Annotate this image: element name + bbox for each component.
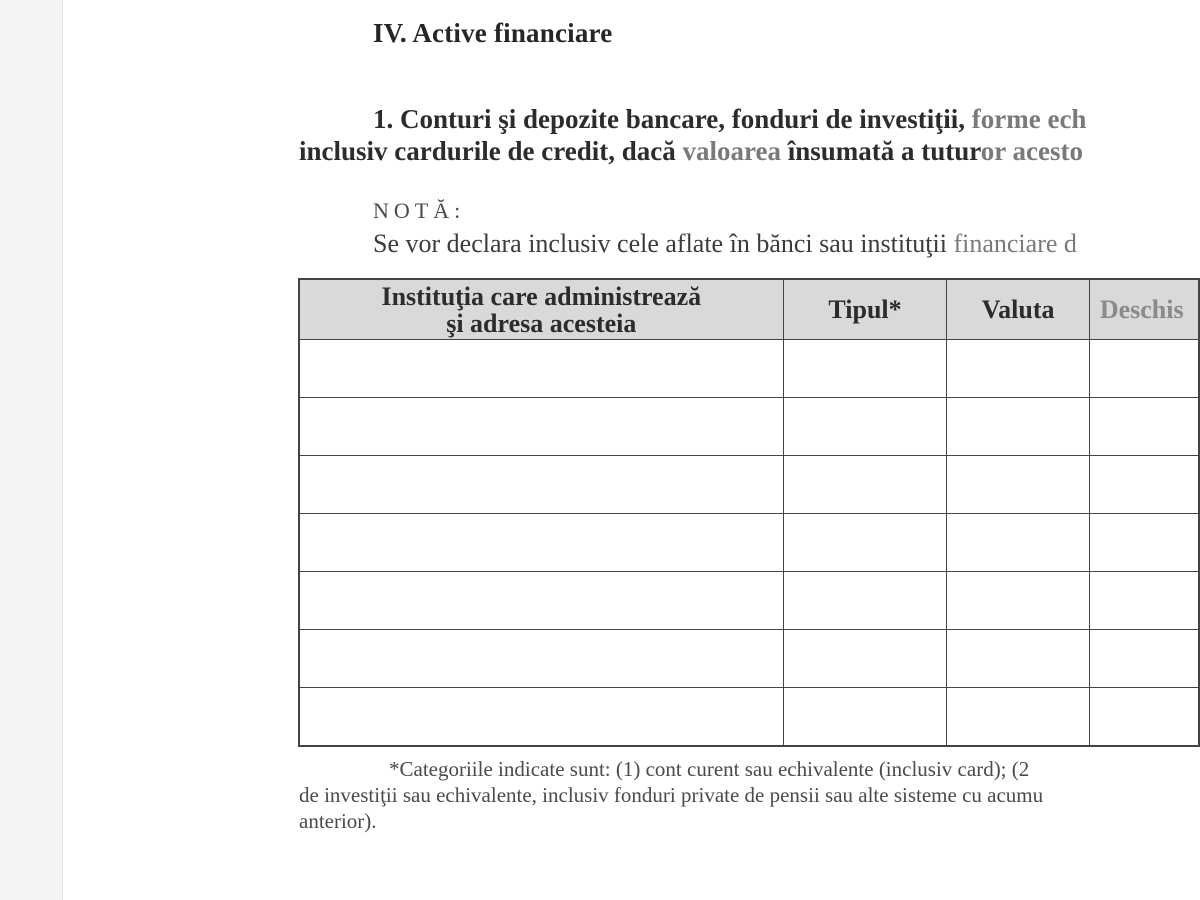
header-type: Tipul* bbox=[783, 279, 947, 340]
note-text: Se vor declara inclusiv cele aflate în bănci sau instituţii financiare d bbox=[373, 229, 1077, 258]
table-cell[interactable] bbox=[947, 398, 1089, 456]
table-cell[interactable] bbox=[947, 340, 1089, 398]
table-row bbox=[299, 456, 1199, 514]
table-cell[interactable] bbox=[947, 630, 1089, 688]
footnote-line-1: *Categoriile indicate sunt: (1) cont curent sau echivalente (inclusiv card); (2 bbox=[389, 757, 1030, 781]
table-cell[interactable] bbox=[299, 630, 783, 688]
table-cell[interactable] bbox=[1089, 630, 1199, 688]
table-cell[interactable] bbox=[783, 514, 947, 572]
table-cell[interactable] bbox=[1089, 688, 1199, 747]
subsection-line-2: inclusiv cardurile de credit, dacă valoarea însumată a tuturor acesto bbox=[299, 136, 1083, 166]
table-cell[interactable] bbox=[783, 572, 947, 630]
table-cell[interactable] bbox=[783, 630, 947, 688]
table-row bbox=[299, 398, 1199, 456]
table-cell[interactable] bbox=[1089, 456, 1199, 514]
table-cell[interactable] bbox=[783, 340, 947, 398]
table-cell[interactable] bbox=[299, 688, 783, 747]
footnote bbox=[299, 756, 1200, 834]
table-cell[interactable] bbox=[947, 456, 1089, 514]
table-cell[interactable] bbox=[947, 514, 1089, 572]
table-cell[interactable] bbox=[299, 456, 783, 514]
table-cell[interactable] bbox=[947, 688, 1089, 747]
subsection-line-1: 1. Conturi şi depozite bancare, fonduri de investiţii, forme ech bbox=[373, 104, 1087, 134]
table-cell[interactable] bbox=[783, 688, 947, 747]
table-row bbox=[299, 514, 1199, 572]
table-cell[interactable] bbox=[783, 456, 947, 514]
section-title: IV. Active financiare bbox=[373, 18, 613, 48]
page-left-margin bbox=[0, 0, 63, 900]
table-cell[interactable] bbox=[299, 340, 783, 398]
table-cell[interactable] bbox=[783, 398, 947, 456]
table-header-row bbox=[299, 279, 1199, 340]
table-row bbox=[299, 340, 1199, 398]
footnote-line-3: anterior). bbox=[299, 809, 377, 833]
table-cell[interactable] bbox=[299, 514, 783, 572]
header-institution: Instituţia care administrează şi adresa acesteia bbox=[299, 279, 783, 340]
subsection-heading bbox=[299, 103, 1200, 167]
table-row bbox=[299, 688, 1199, 747]
note-label: NOTĂ: bbox=[373, 198, 466, 223]
table-row bbox=[299, 630, 1199, 688]
footnote-line-2: de investiţii sau echivalente, inclusiv fonduri private de pensii sau alte sisteme cu acumu bbox=[299, 783, 1044, 807]
table-cell[interactable] bbox=[1089, 514, 1199, 572]
table-cell[interactable] bbox=[299, 572, 783, 630]
table-row bbox=[299, 572, 1199, 630]
header-opened: Deschis bbox=[1089, 279, 1199, 340]
table-cell[interactable] bbox=[1089, 340, 1199, 398]
table-cell[interactable] bbox=[299, 398, 783, 456]
header-currency: Valuta bbox=[947, 279, 1089, 340]
financial-assets-table bbox=[298, 278, 1200, 747]
table-cell[interactable] bbox=[947, 572, 1089, 630]
table-cell[interactable] bbox=[1089, 572, 1199, 630]
table-cell[interactable] bbox=[1089, 398, 1199, 456]
